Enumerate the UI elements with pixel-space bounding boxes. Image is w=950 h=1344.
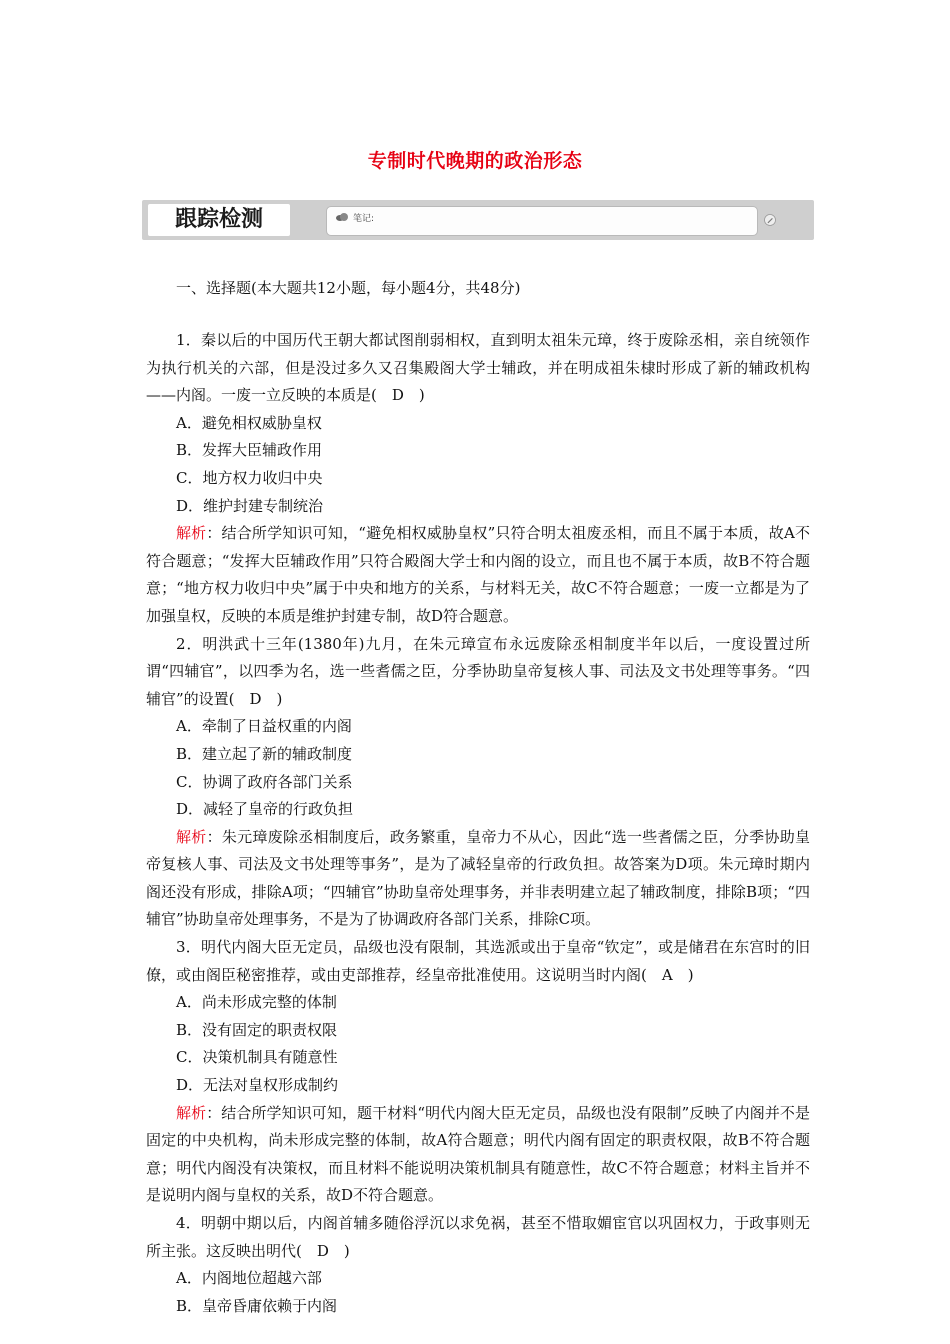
- option-list: [146, 713, 810, 823]
- option: B．建立起了新的辅政制度: [176, 744, 353, 763]
- tracking-banner: [142, 200, 814, 240]
- question-stem: 4．明朝中期以后，内阁首辅多随俗浮沉以求免祸，甚至不惜取媚宦官以巩固权力，于政事则无所主张。这反映出明代( D ): [146, 1214, 810, 1260]
- option: A．避免相权威胁皇权: [176, 413, 322, 432]
- page-title: 专制时代晚期的政治形态: [367, 150, 583, 172]
- option: C．决策机制具有随意性: [176, 1048, 338, 1067]
- analysis-paragraph: [146, 520, 810, 630]
- note-label: 笔记:: [353, 214, 375, 224]
- section-heading: 一、选择题(本大题共12小题，每小题4分，共48分): [176, 279, 521, 297]
- option: D．减轻了皇帝的行政负担: [176, 800, 354, 819]
- option-list: [146, 989, 810, 1099]
- option: C．协调了政府各部门关系: [176, 772, 353, 791]
- analysis-paragraph: [146, 824, 810, 934]
- analysis-text: ：结合所学知识可知，题干材料“明代内阁大臣无定员，品级也没有限制”反映了内阁并不是固定的中央机构，尚未形成完整的体制，故A符合题意；明代内阁有固定的职责权限，故B不符合题意；明代内阁没有决策权，而且材料不能说明决策机制具有随意性，故C不符合题意；材料主旨并不是说明内阁与皇权的关系，故D不符合题意。: [146, 1103, 810, 1205]
- analysis-text: ：结合所学知识可知，“避免相权威胁皇权”只符合明太祖废丞相，而且不属于本质，故A不符合题意；“发挥大臣辅政作用”只符合殿阁大学士和内阁的设立，而且也不属于本质，故B不符合题意；“地方权力收归中央”属于中央和地方的关系，与材料无关，故C不符合题意；一废一立都是为了加强皇权，反映的本质是维护封建专制，故D符合题意。: [146, 524, 810, 625]
- banner-tab: 跟踪检测: [148, 204, 290, 236]
- question-stem: 2．明洪武十三年(1380年)九月，在朱元璋宣布永远废除丞相制度半年以后，一度设置过所谓“四辅官”，以四季为名，选一些耆儒之臣，分季协助皇帝复核人事、司法及文书处理等事务。“四辅官”的设置( D ): [146, 634, 810, 708]
- option: B．发挥大臣辅政作用: [176, 441, 323, 460]
- option: A．内阁地位超越六部: [176, 1269, 322, 1288]
- cloud-icon: [335, 212, 349, 222]
- option: B．皇帝昏庸依赖于内阁: [176, 1296, 338, 1315]
- analysis-label: 解析: [176, 1103, 207, 1122]
- option: D．无法对皇权形成制约: [176, 1076, 339, 1095]
- note-field[interactable]: [326, 206, 758, 236]
- option-list: [146, 1265, 810, 1320]
- option: D．维护封建专制统治: [176, 496, 324, 515]
- option: A．尚未形成完整的体制: [176, 993, 337, 1012]
- analysis-paragraph: [146, 1100, 810, 1210]
- option-list: [146, 410, 810, 520]
- analysis-text: ：朱元璋废除丞相制度后，政务繁重，皇帝力不从心，因此“选一些耆儒之臣，分季协助皇帝复核人事、司法及文书处理等事务”，是为了减轻皇帝的行政负担。故答案为D项。朱元璋时期内阁还没有形成，排除A项；“四辅官”协助皇帝处理事务，并非表明建立起了辅政制度，排除B项；“四辅官”协助皇帝处理事务，不是为了协调政府各部门关系，排除C项。: [146, 827, 810, 929]
- option: A．牵制了日益权重的内阁: [176, 717, 352, 736]
- question-stem: 3．明代内阁大臣无定员，品级也没有限制，其选派或出于皇帝“钦定”，或是储君在东宫时的旧僚，或由阁臣秘密推荐，或由吏部推荐，经皇帝批准使用。这说明当时内阁( A ): [146, 938, 810, 984]
- analysis-label: 解析: [176, 827, 207, 846]
- question-list: [146, 327, 810, 1320]
- question-stem: 1．秦以后的中国历代王朝大都试图削弱相权，直到明太祖朱元璋，终于废除丞相，亲自统领作为执行机关的六部，但是没过多久又召集殿阁大学士辅政，并在明成祖朱棣时形成了新的辅政机构——内阁。一废一立反映的本质是( D ): [146, 331, 810, 405]
- pencil-icon[interactable]: [764, 214, 776, 226]
- option: C．地方权力收归中央: [176, 468, 323, 487]
- analysis-label: 解析: [176, 524, 207, 543]
- option: B．没有固定的职责权限: [176, 1020, 338, 1039]
